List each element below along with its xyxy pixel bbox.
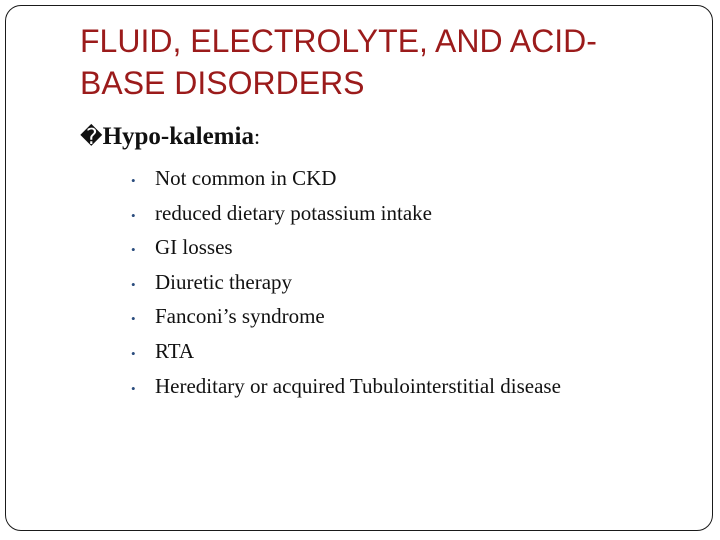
bullet-item	[131, 166, 561, 201]
bullet-dot-icon: •	[131, 242, 136, 258]
bullet-text: GI losses	[155, 235, 233, 260]
section-heading	[80, 123, 260, 151]
bullet-dot-icon: •	[131, 207, 136, 223]
heading-marker-glyph: �	[80, 124, 103, 149]
bullet-item	[131, 304, 561, 339]
slide-title-line-2: BASE DISORDERS	[80, 65, 365, 101]
bullet-item	[131, 339, 561, 374]
bullet-dot-icon: •	[131, 276, 136, 292]
bullet-text: Hereditary or acquired Tubulointerstitial disease	[155, 373, 561, 398]
bullet-list	[131, 166, 561, 408]
bullet-text: RTA	[155, 338, 195, 363]
bullet-item	[131, 270, 561, 305]
bullet-dot-icon: •	[131, 380, 136, 396]
bullet-text: Fanconi’s syndrome	[155, 304, 325, 329]
bullet-item	[131, 235, 561, 270]
bullet-dot-icon: •	[131, 311, 136, 327]
heading-text: Hypo-kalemia	[102, 123, 254, 150]
bullet-text: Not common in CKD	[155, 166, 337, 190]
bullet-dot-icon: •	[131, 345, 136, 361]
bullet-item	[131, 201, 561, 236]
slide-title	[80, 20, 690, 104]
bullet-text: reduced dietary potassium intake	[155, 200, 432, 225]
bullet-dot-icon: •	[131, 173, 136, 188]
heading-colon: :	[253, 124, 261, 149]
bullet-text: Diuretic therapy	[155, 269, 293, 294]
bullet-item	[131, 374, 561, 409]
slide-title-line-1: FLUID, ELECTROLYTE, AND ACID-	[80, 23, 597, 59]
